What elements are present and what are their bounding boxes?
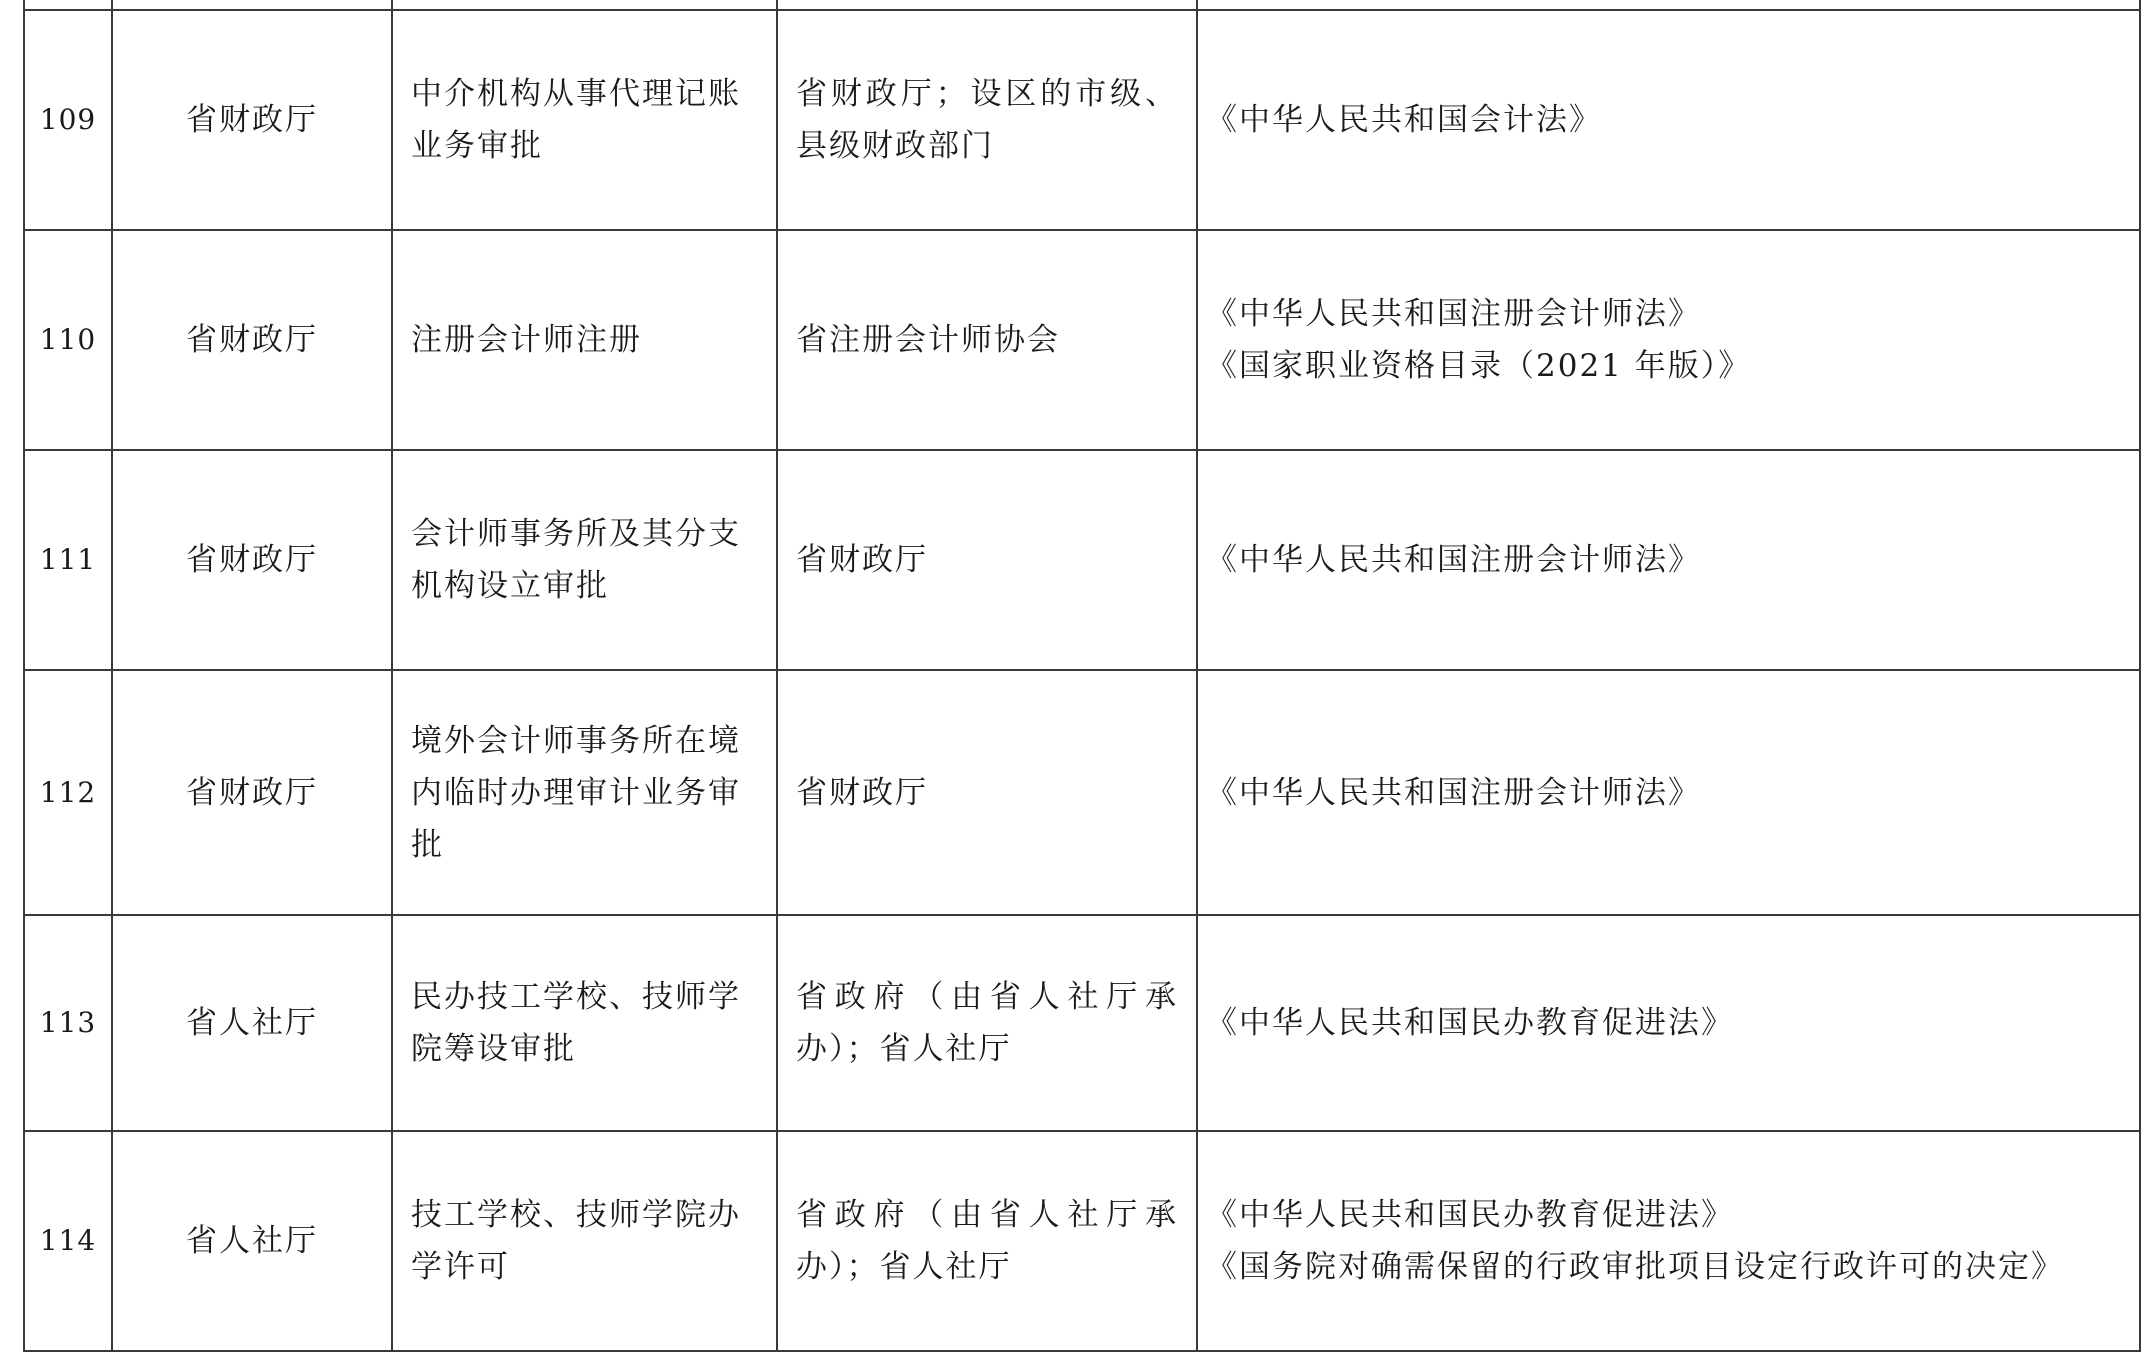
department-cell: 省人社厅 xyxy=(112,1131,392,1351)
administrative-approval-table xyxy=(23,0,2141,1352)
implementing-body-cell: 省注册会计师协会 xyxy=(777,230,1197,450)
approval-item-cell: 技工学校、技师学院办学许可 xyxy=(392,1131,777,1351)
implementing-body-cell: 省财政厅；设区的市级、县级财政部门 xyxy=(777,10,1197,230)
legal-basis-line: 《国务院对确需保留的行政审批项目设定行政许可的决定》 xyxy=(1206,1249,2064,1285)
row-number: 109 xyxy=(24,10,112,230)
legal-basis-cell xyxy=(1197,10,2140,230)
department-cell: 省人社厅 xyxy=(112,915,392,1131)
row-number: 114 xyxy=(24,1131,112,1351)
department-cell: 省财政厅 xyxy=(112,670,392,915)
approval-item-cell: 注册会计师注册 xyxy=(392,230,777,450)
department-cell: 省财政厅 xyxy=(112,10,392,230)
legal-basis-cell xyxy=(1197,670,2140,915)
legal-basis-line: 《中华人民共和国注册会计师法》 xyxy=(1206,296,1701,332)
legal-basis-line: 《中华人民共和国民办教育促进法》 xyxy=(1206,1197,1734,1233)
approval-item-cell: 会计师事务所及其分支机构设立审批 xyxy=(392,450,777,670)
legal-basis-cell xyxy=(1197,915,2140,1131)
department-cell: 省财政厅 xyxy=(112,230,392,450)
row-number: 112 xyxy=(24,670,112,915)
implementing-body-cell: 省财政厅 xyxy=(777,450,1197,670)
legal-basis-cell xyxy=(1197,450,2140,670)
row-number: 111 xyxy=(24,450,112,670)
table-row xyxy=(24,450,2140,670)
legal-basis-line: 《中华人民共和国注册会计师法》 xyxy=(1206,542,1701,578)
implementing-body-cell: 省政府（由省人社厅承办）；省人社厅 xyxy=(777,915,1197,1131)
legal-basis-line: 《中华人民共和国会计法》 xyxy=(1206,102,1602,138)
approval-item-cell: 民办技工学校、技师学院筹设审批 xyxy=(392,915,777,1131)
table-row xyxy=(24,670,2140,915)
table-row xyxy=(24,10,2140,230)
table-row xyxy=(24,230,2140,450)
approval-item-cell: 境外会计师事务所在境内临时办理审计业务审批 xyxy=(392,670,777,915)
table-row xyxy=(24,1131,2140,1351)
department-cell: 省财政厅 xyxy=(112,450,392,670)
row-number: 113 xyxy=(24,915,112,1131)
row-number: 110 xyxy=(24,230,112,450)
legal-basis-cell xyxy=(1197,230,2140,450)
legal-basis-line: 《中华人民共和国注册会计师法》 xyxy=(1206,774,1701,811)
legal-basis-cell xyxy=(1197,1131,2140,1351)
approval-item-cell: 中介机构从事代理记账业务审批 xyxy=(392,10,777,230)
legal-basis-line: 《国家职业资格目录（2021 年版）》 xyxy=(1206,348,1752,384)
implementing-body-cell: 省财政厅 xyxy=(777,670,1197,915)
table-row-partial-previous xyxy=(24,0,2140,10)
table-row xyxy=(24,915,2140,1131)
implementing-body-cell: 省政府（由省人社厅承办）；省人社厅 xyxy=(777,1131,1197,1351)
legal-basis-line: 《中华人民共和国民办教育促进法》 xyxy=(1206,1005,1734,1041)
